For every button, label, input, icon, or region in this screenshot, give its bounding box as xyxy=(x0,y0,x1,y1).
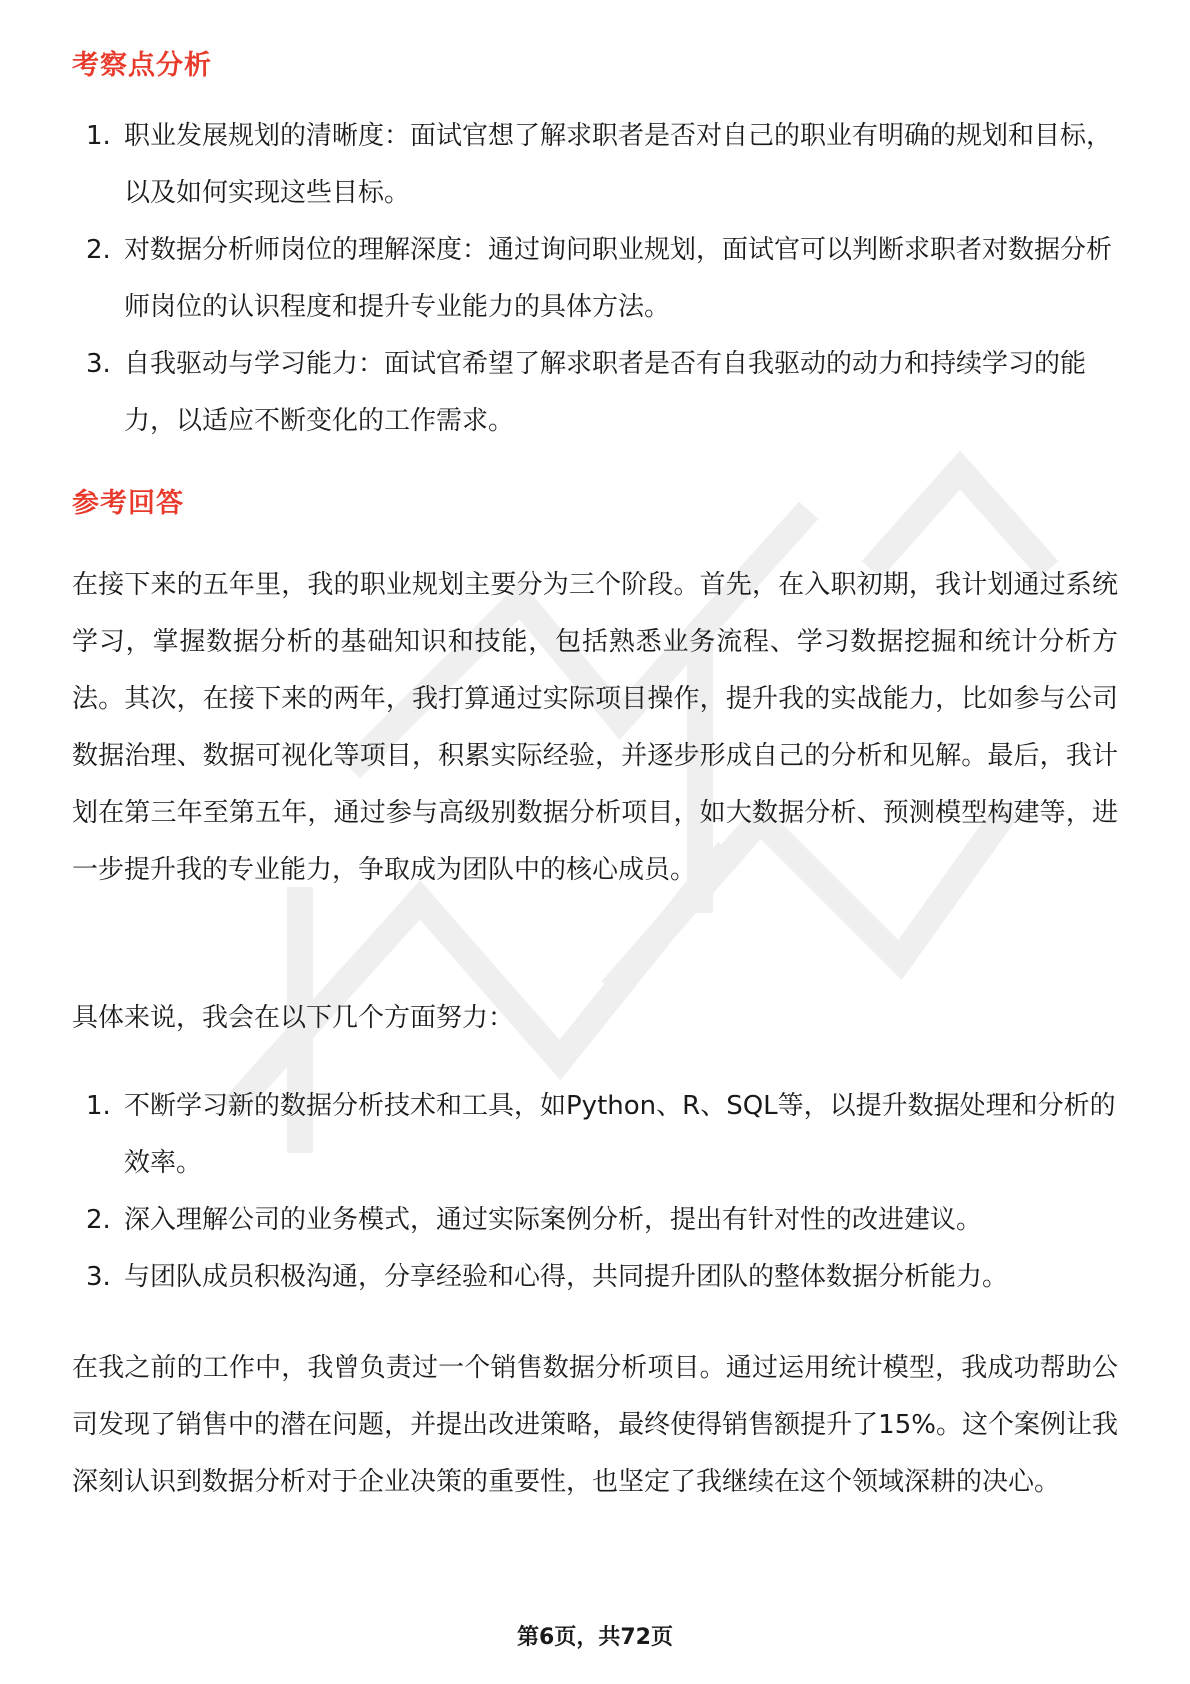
effort-list xyxy=(0,1078,1190,1306)
list-number: 3. xyxy=(86,1262,111,1292)
page-number-footer: 第6页，共72页 xyxy=(517,1625,673,1650)
section-heading-reference-answer: 参考回答 xyxy=(72,488,184,519)
list-number: 2. xyxy=(86,1205,111,1235)
answer-paragraph-2: 具体来说，我会在以下几个方面努力： xyxy=(72,1003,515,1033)
list-item xyxy=(0,336,1190,450)
list-item xyxy=(0,108,1190,222)
list-item-text: 职业发展规划的清晰度：面试官想了解求职者是否对自己的职业有明确的规划和目标，以及如何实现这些目标。 xyxy=(124,121,1113,208)
list-item xyxy=(0,222,1190,336)
list-number: 2. xyxy=(86,235,111,265)
list-item-text: 自我驱动与学习能力：面试官希望了解求职者是否有自我驱动的动力和持续学习的能力，以适应不断变化的工作需求。 xyxy=(124,349,1087,436)
list-number: 3. xyxy=(86,349,111,379)
analysis-list xyxy=(0,108,1190,450)
list-item xyxy=(0,1249,1190,1306)
list-item xyxy=(0,1078,1190,1192)
list-number: 1. xyxy=(86,1091,111,1121)
list-number: 1. xyxy=(86,121,111,151)
list-item-text: 对数据分析师岗位的理解深度：通过询问职业规划，面试官可以判断求职者对数据分析师岗位的认识程度和提升专业能力的具体方法。 xyxy=(124,235,1113,322)
list-item-text: 与团队成员积极沟通，分享经验和心得，共同提升团队的整体数据分析能力。 xyxy=(124,1262,1009,1292)
list-item-text: 深入理解公司的业务模式，通过实际案例分析，提出有针对性的改进建议。 xyxy=(124,1205,983,1235)
list-item xyxy=(0,1192,1190,1249)
answer-paragraph-1: 在接下来的五年里，我的职业规划主要分为三个阶段。首先，在入职初期，我计划通过系统学习，掌握数据分析的基础知识和技能，包括熟悉业务流程、学习数据挖掘和统计分析方法。其次，在接下来的两年，我打算通过实际项目操作，提升我的实战能力，比如参与公司数据治理、数据可视化等项目，积累实际经验，并逐步形成自己的分析和见解。最后，我计划在第三年至第五年，通过参与高级别数据分析项目，如大数据分析、预测模型构建等，进一步提升我的专业能力，争取成为团队中的核心成员。 xyxy=(72,570,1118,885)
answer-paragraph-3: 在我之前的工作中，我曾负责过一个销售数据分析项目。通过运用统计模型，我成功帮助公司发现了销售中的潜在问题，并提出改进策略，最终使得销售额提升了15%。这个案例让我深刻认识到数据分析对于企业决策的重要性，也坚定了我继续在这个领域深耕的决心。 xyxy=(72,1353,1118,1497)
list-item-text: 不断学习新的数据分析技术和工具，如Python、R、SQL等，以提升数据处理和分析的效率。 xyxy=(124,1091,1116,1178)
section-heading-analysis: 考察点分析 xyxy=(72,50,212,81)
